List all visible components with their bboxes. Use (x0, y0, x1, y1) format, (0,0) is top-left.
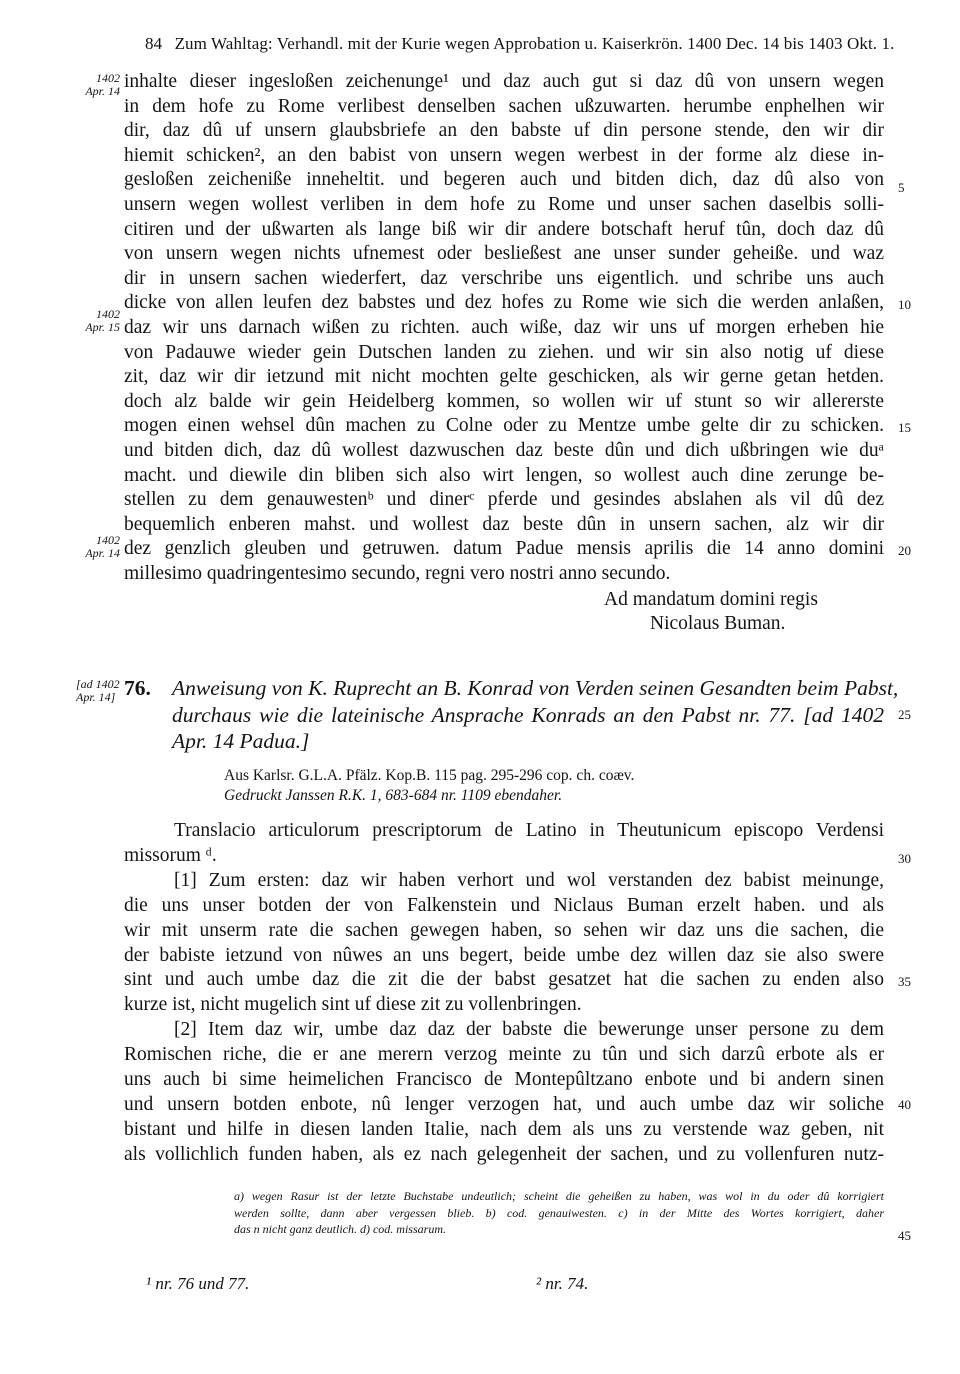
apparatus-notes (234, 1188, 884, 1238)
source-note (224, 766, 634, 806)
text-line: dez genzlich gleuben und getruwen. datum Padue mensis aprilis die 14 anno domini (124, 538, 884, 560)
text-line: die uns unser botden der von Falkenstein und Niclaus Buman erzelt haben. und als (124, 894, 884, 916)
page-number: 84 (145, 34, 163, 53)
margin-year: 1402 (96, 71, 120, 85)
apparatus-line: werden sollte, dann aber vergessen blieb. b) cod. genauiwesten. c) in der Mitte des Wortes korrigiert, daher (234, 1205, 884, 1220)
document-body (124, 819, 884, 1168)
margin-date: Apr. 14 (85, 546, 120, 560)
text-line: uns auch bi sime heimelichen Francisco de Montepûltzano enbote und bi andern sinen (124, 1069, 884, 1091)
margin-date-note (84, 72, 120, 98)
text-line: macht. und diewile din bliben sich also wirt lengen, so wollest auch dine zerunge be- (124, 464, 884, 486)
footnote: ¹ nr. 76 und 77. (146, 1274, 250, 1293)
text-line: [1] Zum ersten: daz wir haben verhort und wol verstanden dez babist meinunge, (174, 869, 884, 891)
text-line: in dem hofe zu Rome verlibest denselben sachen ußzuwarten. herumbe enphelhen wir (124, 95, 884, 117)
print-reference: Gedruckt Janssen R.K. 1, 683-684 nr. 1109 ebendaher. (224, 787, 563, 804)
margin-date-note (76, 678, 122, 704)
title-line: Apr. 14 Padua.] (172, 729, 310, 753)
text-line: hiemit schicken², an den babist von unsern wegen werbest in der forme alz diese in- (124, 144, 884, 166)
text-line: doch alz balde wir gein Heidelberg kommen, so wollen wir uf stunt so wir allererste (124, 390, 884, 412)
source-line: Aus Karlsr. G.L.A. Pfälz. Kop.B. 115 pag. 295-296 cop. ch. coæv. (224, 767, 635, 784)
text-line: von unsern wegen nichts ufnemest oder besließest ane unser sunder geheiße. und waz (124, 243, 884, 265)
text-line: als vollichlich funden haben, als ez nach gelegenheit der sachen, und zu vollenfuren nutz- (124, 1143, 884, 1165)
margin-year: 1402 (96, 533, 120, 547)
text-line: und unsern botden enbote, nû lenger verzogen hat, und auch umbe daz wir soliche (124, 1093, 884, 1115)
title-line: Anweisung von K. Ruprecht an B. Konrad von Verden seinen Gesandten beim Pabst, (172, 676, 899, 700)
text-line: mogen einen wehsel dûn machen zu Colne oder zu Mentze umbe gelte dir zu schicken. (124, 415, 884, 437)
line-number: 35 (898, 974, 911, 989)
line-number: 45 (898, 1228, 911, 1243)
document-number: 76. (124, 676, 151, 700)
margin-date-note (84, 308, 120, 334)
text-line: wir mit unserm rate die sachen gewegen haben, so sehen wir daz uns die sachen, die (124, 919, 884, 941)
signature-line: Ad mandatum domini regis (604, 589, 818, 610)
text-line: dir in unsern sachen wiederfert, daz verschribe uns eigentlich. und schribe uns auch (124, 267, 884, 289)
line-number: 15 (898, 420, 911, 435)
margin-date: Apr. 14 (85, 84, 120, 98)
text-line: bistant und hilfe in diesen landen Italie, nach dem als uns zu verstende waz geben, nit (124, 1118, 884, 1140)
text-line: bequemlich enberen mahst. und wollest daz beste dûn in unsern sachen, alz wir dir (124, 513, 884, 535)
text-line: missorum ᵈ. (124, 844, 217, 866)
apparatus-line: das n nicht ganz deutlich. d) cod. missarum. (234, 1222, 446, 1236)
text-line: millesimo quadringentesimo secundo, regni vero nostri anno secundo. (124, 562, 671, 584)
text-line: von Padauwe wieder gein Dutschen landen zu ziehen. und wir sin also notig uf diese (124, 341, 884, 363)
line-number: 5 (898, 180, 905, 195)
line-number: 40 (898, 1097, 911, 1112)
footnote: ² nr. 74. (536, 1274, 589, 1293)
text-line: unsern wegen wollest verliben in dem hofe zu Rome und unser sachen daselbis solli- (124, 193, 884, 215)
running-title: Zum Wahltag: Verhandl. mit der Kurie wegen Approbation u. Kaiserkrön. 1400 Dec. 14 bis 1403 Okt. 1. (174, 34, 895, 53)
margin-date: Apr. 14] (76, 690, 116, 704)
text-line: der babiste ietzund von nûwes an uns begert, beide umbe dez willen daz sie also swere (124, 944, 884, 966)
text-line: dicke von allen leufen dez babstes und dez hofes zu Rome wie sich die werden anlaßen, (124, 292, 884, 314)
letter-text (124, 70, 884, 586)
text-line: stellen zu dem genauwestenᵇ und dinerᶜ pferde und gesindes abslahen als vil dû dez (124, 489, 884, 511)
line-number: 30 (898, 851, 911, 866)
text-line: und bitden dich, daz dû wollest dazwuschen daz beste dûn und dich ußbringen wie duᵃ (124, 439, 884, 461)
text-line: kurze ist, nicht mugelich sint uf diese zit zu vollenbringen. (124, 994, 582, 1016)
line-number: 20 (898, 543, 911, 558)
running-header (145, 34, 895, 54)
line-number: 25 (898, 707, 911, 722)
apparatus-line: a) wegen Rasur ist der letzte Buchstabe undeutlich; scheint die geheißen zu haben, was wol in du oder dû korrigiert (234, 1189, 884, 1203)
text-line: zit, daz wir dir ietzund mit nicht mochten gelte geschicken, als wir gerne getan hetden. (124, 366, 884, 388)
text-line: gesloßen zeicheniße inneheltit. und begeren auch und bitden dich, daz dû also von (124, 169, 884, 191)
margin-year: [ad 1402 (76, 677, 120, 691)
document-title (172, 675, 899, 755)
text-line: Translacio articulorum prescriptorum de Latino in Theutunicum episcopo Verdensi (174, 820, 884, 841)
text-line: Romischen riche, die er ane merern verzog meinte zu tûn und sich darzû erbote als er (124, 1044, 884, 1066)
text-line: inhalte dieser ingesloßen zeichenunge¹ und daz auch gut si daz dû von unsern wegen (124, 71, 884, 92)
line-number: 10 (898, 297, 911, 312)
text-line: daz wir uns darnach wißen zu richten. auch wiße, daz wir uns uf morgen erheben hie (124, 316, 884, 338)
margin-date-note (84, 534, 120, 560)
text-line: [2] Item daz wir, umbe daz daz der babste die bewerunge unser persone zu dem (174, 1019, 884, 1041)
text-line: citiren und der ußwarten als lange biß wir dir andere botschaft heruf tûn, doch daz dû (124, 218, 884, 240)
title-line: durchaus wie die lateinische Ansprache Konrads an den Pabst nr. 77. [ad 1402 (172, 702, 884, 727)
margin-date: Apr. 15 (85, 320, 120, 334)
text-line: dir, daz dû uf unsern glaubsbriefe an den babste uf din persone stende, den wir dir (124, 120, 884, 142)
signature-name: Nicolaus Buman. (650, 613, 786, 634)
text-line: sint und auch umbe daz die zit die der babst gesatzet hat die sachen zu enden also (124, 969, 884, 991)
margin-year: 1402 (96, 307, 120, 321)
